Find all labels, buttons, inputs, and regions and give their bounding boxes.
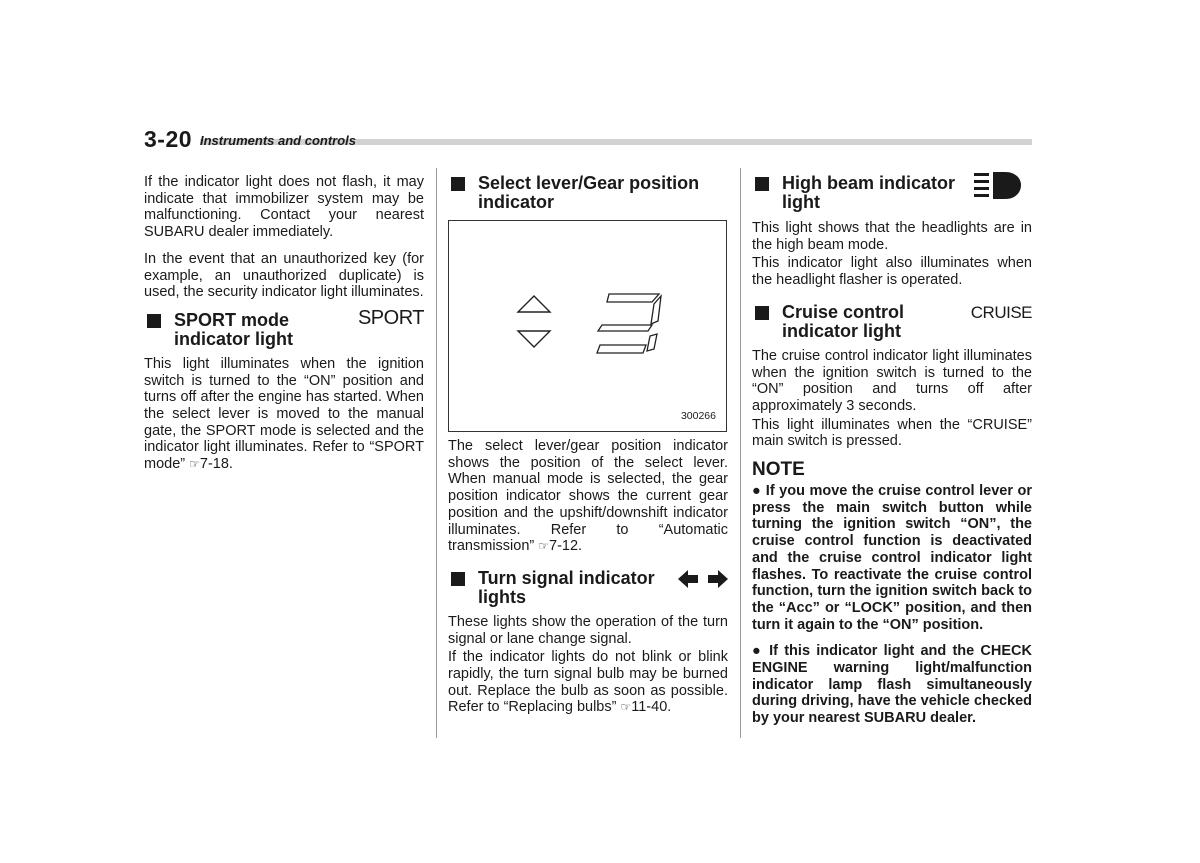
cruise-indicator-icon: CRUISE bbox=[970, 302, 1032, 322]
turn-signal-paragraph-2 bbox=[448, 649, 728, 716]
column-divider-2 bbox=[740, 168, 741, 738]
note-item-2 bbox=[752, 643, 1032, 727]
bullet-icon: ● bbox=[752, 643, 770, 660]
section-title: Instruments and controls bbox=[200, 133, 357, 148]
note-item-1 bbox=[752, 483, 1032, 633]
high-beam-paragraph-2: This indicator light also illuminates when the headlight flasher is operated. bbox=[752, 255, 1032, 289]
unauthorized-key-paragraph: In the event that an unauthorized key (for example, an unauthorized duplicate) is used, the security indicator light illuminates. bbox=[144, 250, 424, 301]
heading-bullet-icon bbox=[755, 306, 769, 320]
note-item-1-text: If you move the cruise control lever or press the main switch button while turning the ignition switch “ON”, the cruise control function is deactivated and the cruise control indicator light flashes. To reactivate the cruise control function, turn the ignition switch back to the “Acc” or “LOCK” position, and then turn it again to the “ON” position. bbox=[752, 483, 1032, 633]
cruise-control-heading-text: Cruise control indicator light bbox=[782, 301, 905, 341]
gear-indicator-figure bbox=[448, 220, 727, 432]
select-lever-heading-text: Select lever/Gear position indicator bbox=[478, 173, 700, 212]
sport-mode-heading-text: SPORT mode indicator light bbox=[174, 309, 293, 349]
heading-bullet-icon bbox=[451, 572, 465, 586]
high-beam-icon bbox=[972, 170, 1022, 206]
downshift-arrow-icon bbox=[518, 331, 550, 347]
sport-mode-ref: 7-18. bbox=[199, 456, 233, 473]
select-lever-paragraph bbox=[448, 438, 728, 555]
column-2 bbox=[448, 174, 728, 726]
high-beam-paragraph-1: This light shows that the headlights are in the high beam mode. bbox=[752, 220, 1032, 253]
cruise-paragraph-1: The cruise control indicator light illuminates when the ignition switch is turned to the “ON” position and turns off after approximately 3 seconds. bbox=[752, 347, 1032, 414]
cruise-paragraph-2: This light illuminates when the “CRUISE” main switch is pressed. bbox=[752, 416, 1032, 450]
select-lever-ref: 7-12. bbox=[549, 538, 583, 555]
high-beam-heading bbox=[752, 174, 1032, 212]
turn-signal-ref: 11-40. bbox=[631, 699, 672, 716]
note-item-2-text: If this indicator light and the CHECK ENGINE warning light/malfunction indicator lamp flash simultaneously during driving, have the vehicle checked by your nearest SUBARU dealer. bbox=[752, 643, 1032, 727]
heading-bullet-icon bbox=[451, 177, 465, 191]
sport-mode-paragraph bbox=[144, 356, 424, 473]
cruise-control-heading bbox=[752, 303, 1032, 341]
heading-bullet-icon bbox=[755, 177, 769, 191]
turn-signal-text: If the indicator lights do not blink or blink rapidly, the turn signal bulb may be burned out. Replace the bulb as soon as possible. Refer to “Replacing bulbs” bbox=[448, 649, 728, 716]
page-ref-icon: ☞ bbox=[538, 539, 550, 554]
turn-signal-paragraph-1: These lights show the operation of the turn signal or lane change signal. bbox=[448, 613, 728, 647]
column-1 bbox=[144, 174, 424, 483]
immobilizer-paragraph: If the indicator light does not flash, it may indicate that immobilizer system may be malfunctioning. Contact your nearest SUBARU dealer immediately. bbox=[144, 174, 424, 241]
bullet-icon: ● bbox=[752, 483, 766, 500]
heading-bullet-icon bbox=[147, 314, 161, 328]
gear-digit-3-icon bbox=[597, 294, 661, 353]
figure-code: 300266 bbox=[680, 410, 716, 423]
page-ref-icon: ☞ bbox=[620, 700, 632, 715]
high-beam-heading-text: High beam indicator light bbox=[782, 173, 956, 212]
select-lever-text: The select lever/gear position indicator shows the position of the select lever. When manual mode is selected, the gear position indicator shows the current gear position and the upshift/downshift indicator illuminates. Refer to “Automatic transmission” bbox=[448, 438, 728, 555]
turn-signal-heading bbox=[448, 569, 728, 607]
gear-display-illustration bbox=[449, 221, 726, 431]
select-lever-heading bbox=[448, 174, 728, 212]
turn-signal-arrows-icon bbox=[678, 569, 728, 593]
sport-mode-text: This light illuminates when the ignition switch is turned to the “ON” position and turns off after the engine has started. When the select lever is moved to the manual gate, the SPORT mode is selected and the indicator light illuminates. Refer to “SPORT mode” bbox=[144, 355, 424, 473]
upshift-arrow-icon bbox=[518, 296, 550, 312]
sport-mode-heading bbox=[144, 306, 424, 349]
sport-indicator-icon: SPORT bbox=[357, 306, 424, 329]
page-ref-icon: ☞ bbox=[189, 457, 200, 472]
note-heading: NOTE bbox=[752, 459, 805, 481]
turn-signal-heading-text: Turn signal indicator lights bbox=[478, 567, 655, 607]
page-number: 3-20 bbox=[144, 126, 193, 152]
column-3 bbox=[752, 174, 1032, 737]
column-divider-1 bbox=[436, 168, 437, 738]
